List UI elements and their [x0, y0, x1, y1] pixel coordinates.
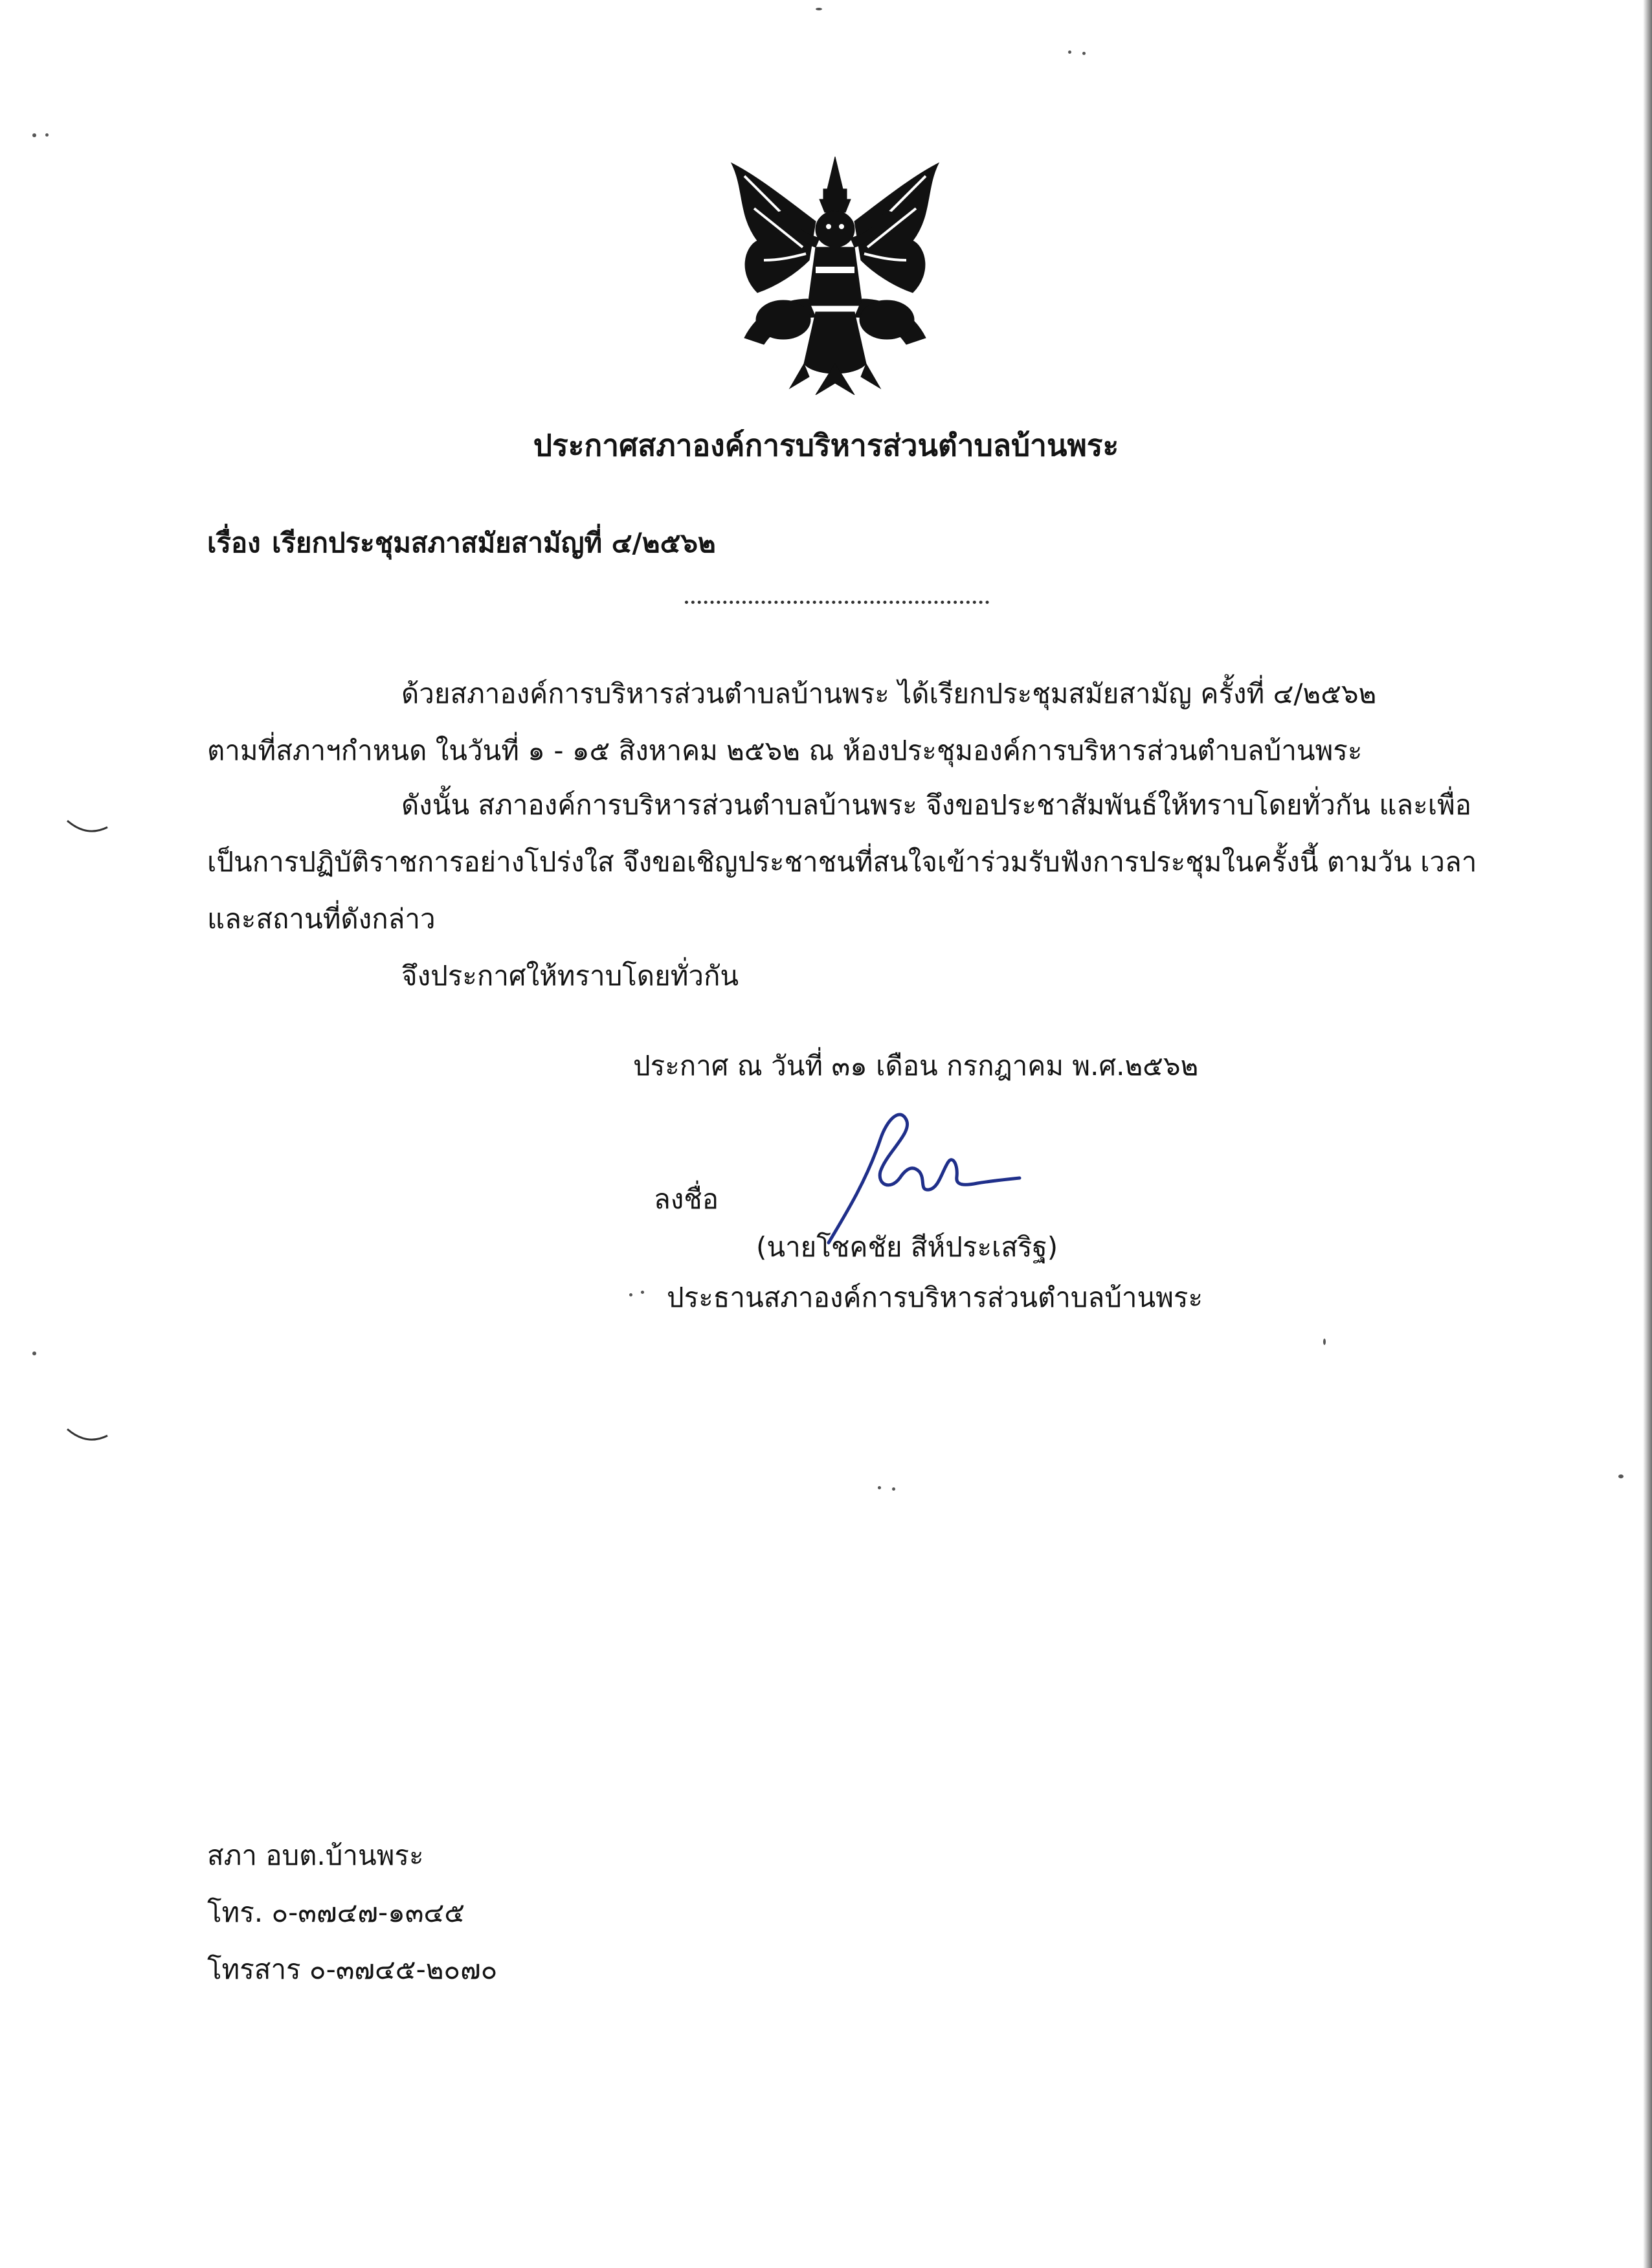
scan-speck — [1323, 1339, 1326, 1345]
paragraph-3-line-1: จึงประกาศให้ทราบโดยทั่วกัน — [401, 960, 739, 992]
scan-speck — [1082, 52, 1086, 55]
announcement-title: ประกาศสภาองค์การบริหารส่วนตำบลบ้านพระ — [533, 428, 1119, 463]
scan-speck — [45, 133, 49, 137]
paragraph-1-line-1: ด้วยสภาองค์การบริหารส่วนตำบลบ้านพระ ได้เรียกประชุมสมัยสามัญ ครั้งที่ ๔/๒๕๖๒ — [401, 678, 1377, 709]
scan-edge-shadow — [1643, 0, 1652, 2268]
paragraph-2 — [207, 777, 1476, 948]
scan-speck — [816, 8, 822, 10]
signer-name: (นายโชคชัย สีห์ประเสริฐ) — [756, 1231, 1058, 1263]
dotted-divider — [685, 601, 989, 604]
subject-label: เรื่อง — [207, 527, 261, 559]
scan-speck — [629, 1293, 632, 1296]
paragraph-1 — [207, 665, 1476, 779]
contact-office: สภา อบต.บ้านพระ — [207, 1840, 424, 1871]
paragraph-2-line-1: ดังนั้น สภาองค์การบริหารส่วนตำบลบ้านพระ จึงขอประชาสัมพันธ์ให้ทราบโดยทั่วกัน และเพื่อ — [401, 789, 1471, 821]
scan-speck — [1068, 50, 1071, 54]
scan-speck — [32, 133, 36, 137]
scan-speck — [641, 1291, 644, 1294]
contact-fax: โทรสาร ๐-๓๗๔๕-๒๐๗๐ — [207, 1953, 498, 1985]
scan-mark — [65, 1424, 110, 1450]
scan-speck — [878, 1486, 881, 1489]
paragraph-1-line-2: ตามที่สภาฯกำหนด ในวันที่ ๑ - ๑๕ สิงหาคม ๒๕๖๒ ณ ห้องประชุมองค์การบริหารส่วนตำบลบ้านพระ — [207, 735, 1363, 766]
signature-label: ลงชื่อ — [654, 1183, 719, 1215]
paragraph-2-line-3: และสถานที่ดังกล่าว — [207, 903, 436, 935]
scan-mark — [65, 816, 110, 841]
scan-speck — [892, 1487, 895, 1491]
signer-position: ประธานสภาองค์การบริหารส่วนตำบลบ้านพระ — [667, 1282, 1203, 1313]
handwritten-signature — [809, 1100, 1023, 1249]
scan-speck — [1618, 1474, 1624, 1478]
paragraph-3 — [207, 948, 1476, 1005]
subject-text: เรียกประชุมสภาสมัยสามัญที่ ๔/๒๕๖๒ — [272, 527, 716, 559]
contact-phone: โทร. ๐-๓๗๔๗-๑๓๔๕ — [207, 1896, 465, 1928]
scan-speck — [32, 1351, 36, 1355]
paragraph-2-line-2: เป็นการปฏิบัติราชการอย่างโปร่งใส จึงขอเชิญประชาชนที่สนใจเข้าร่วมรับฟังการประชุมในครั้งนี้ ตามวัน เวลา — [207, 846, 1477, 878]
garuda-emblem-icon — [719, 150, 952, 396]
announcement-date: ประกาศ ณ วันที่ ๓๑ เดือน กรกฎาคม พ.ศ.๒๕๖๒ — [633, 1050, 1199, 1082]
